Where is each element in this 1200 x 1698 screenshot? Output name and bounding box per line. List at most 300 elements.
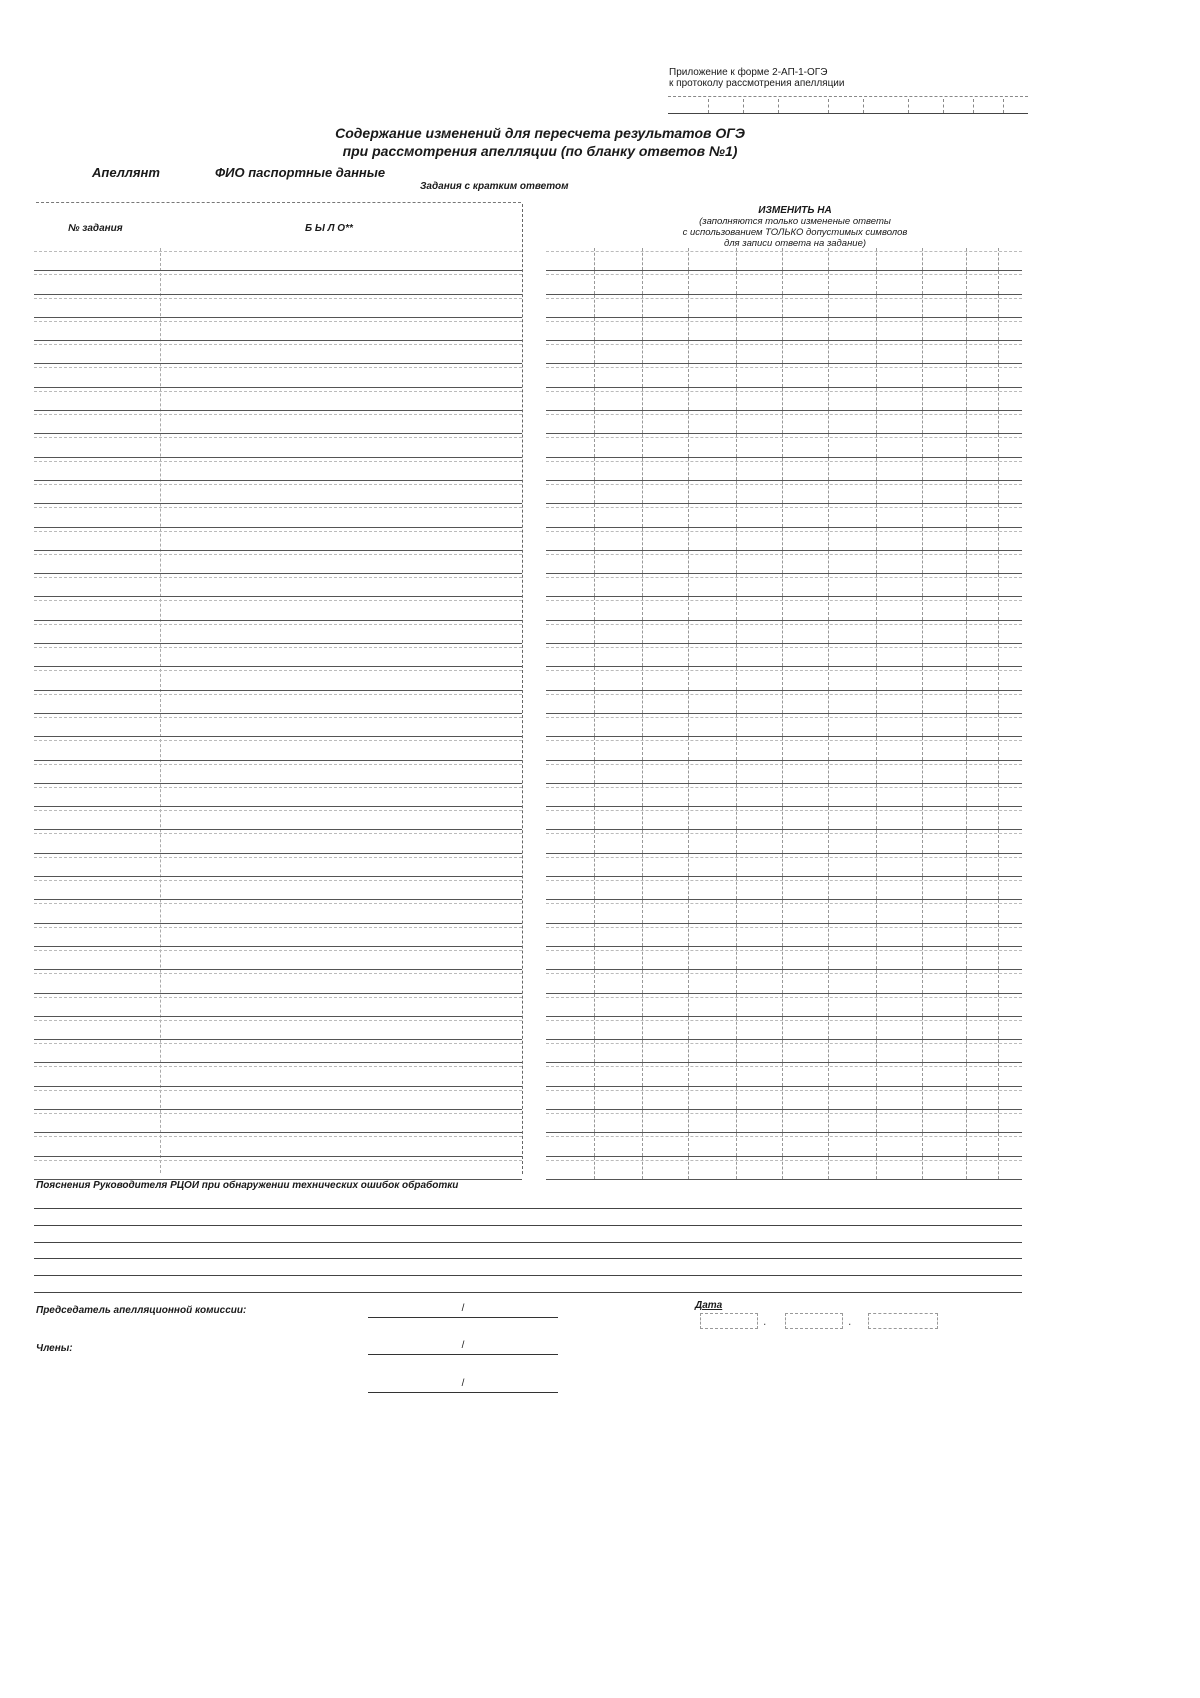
change-to-answer-row[interactable] [546,1110,1022,1133]
change-to-answer-row[interactable] [546,830,1022,853]
answer-cell-divider [642,1110,643,1132]
was-answer-row [34,1063,522,1086]
change-to-answer-row[interactable] [546,667,1022,690]
answer-cell-divider [828,411,829,433]
answer-cell-divider [594,994,595,1016]
answer-cell-divider [688,1040,689,1062]
answer-cell-divider [736,458,737,480]
answer-cell-divider [828,295,829,317]
answer-cell-divider [876,504,877,526]
explanation-line[interactable] [34,1275,1022,1276]
answer-cell-divider [922,1087,923,1109]
answer-cell-divider [594,341,595,363]
answer-cell-divider [998,318,999,340]
answer-cell-divider [876,364,877,386]
answer-cell-divider [642,621,643,643]
members-label: Члены: [36,1343,73,1354]
answer-cell-divider [828,528,829,550]
answer-cell-divider [876,737,877,759]
date-month-field[interactable] [785,1313,843,1329]
change-to-answer-row[interactable] [546,271,1022,294]
answer-cell-divider [688,411,689,433]
answer-cell-divider [642,830,643,852]
answer-cell-divider [876,877,877,899]
date-year-field[interactable] [868,1313,938,1329]
answer-cell-divider [998,667,999,689]
change-to-answer-row[interactable] [546,877,1022,900]
answer-cell-divider [736,481,737,503]
was-answer-row [34,1157,522,1180]
answer-cell-divider [736,854,737,876]
column-header-change-to [640,205,950,249]
was-answer-row [34,1133,522,1156]
change-to-answer-row[interactable] [546,597,1022,620]
answer-cell-divider [594,318,595,340]
answer-cell-divider [594,621,595,643]
change-to-answer-row[interactable] [546,761,1022,784]
title-line-1: Содержание изменений для пересчета результатов ОГЭ [335,125,745,141]
change-to-answer-row[interactable] [546,458,1022,481]
change-to-answer-row[interactable] [546,318,1022,341]
answer-cell-divider [782,621,783,643]
answer-cell-divider [876,1017,877,1039]
change-to-answer-row[interactable] [546,551,1022,574]
change-to-answer-row[interactable] [546,504,1022,527]
answer-cell-divider [688,388,689,410]
answer-cell-divider [998,295,999,317]
answer-cell-divider [642,364,643,386]
change-to-answer-row[interactable] [546,411,1022,434]
answer-cell-divider [688,994,689,1016]
answer-cell-divider [782,295,783,317]
answer-cell-divider [594,271,595,293]
change-to-answer-row[interactable] [546,644,1022,667]
answer-cell-divider [922,528,923,550]
answer-cell-divider [688,621,689,643]
change-to-answer-row[interactable] [546,900,1022,923]
answer-cell-divider [828,644,829,666]
answer-cell-divider [782,434,783,456]
answer-cell-divider [998,1087,999,1109]
answer-cell-divider [828,1017,829,1039]
change-to-note-1: (заполняются только измененые ответы [699,216,891,227]
answer-cell-divider [828,970,829,992]
answer-cell-divider [922,621,923,643]
answer-cell-divider [922,411,923,433]
answer-cell-divider [966,551,967,573]
answer-cell-divider [642,807,643,829]
answer-cell-divider [736,1040,737,1062]
change-to-answer-row[interactable] [546,481,1022,504]
was-answer-row [34,248,522,271]
answer-cell-divider [642,667,643,689]
answer-cell-divider [594,691,595,713]
answer-cell-divider [876,597,877,619]
answer-cell-divider [736,504,737,526]
answer-cell-divider [782,388,783,410]
answer-cell-divider [688,970,689,992]
answer-cell-divider [922,877,923,899]
answer-cell-divider [782,854,783,876]
answer-cell-divider [966,1087,967,1109]
answer-cell-divider [782,900,783,922]
change-to-answer-row[interactable] [546,248,1022,271]
answer-cell-divider [998,761,999,783]
change-to-answers-grid[interactable] [546,248,1022,1180]
was-answer-row [34,761,522,784]
answer-cell-divider [782,1063,783,1085]
answer-cell-divider [876,947,877,969]
explanation-line[interactable] [34,1258,1022,1259]
answer-cell-divider [966,994,967,1016]
column-header-task-number: № задания [68,223,123,234]
was-answer-row [34,1110,522,1133]
explanation-line[interactable] [34,1292,1022,1293]
change-to-answer-row[interactable] [546,1040,1022,1063]
answer-cell-divider [966,877,967,899]
signature-separator: / [461,1340,465,1351]
answer-cell-divider [998,877,999,899]
answer-cell-divider [642,1087,643,1109]
date-separator-dot: . [848,1314,852,1328]
answer-cell-divider [688,947,689,969]
answer-cell-divider [922,644,923,666]
answer-cell-divider [998,364,999,386]
answer-cell-divider [922,1133,923,1155]
answer-cell-divider [828,854,829,876]
answer-cell-divider [594,900,595,922]
answer-cell-divider [736,714,737,736]
was-answer-row [34,970,522,993]
answer-cell-divider [642,295,643,317]
answer-cell-divider [922,737,923,759]
answer-cell-divider [966,341,967,363]
answer-cell-divider [922,295,923,317]
answer-cell-divider [876,528,877,550]
answer-cell-divider [966,248,967,270]
answer-cell-divider [922,341,923,363]
was-answer-row [34,504,522,527]
answer-cell-divider [828,341,829,363]
answer-cell-divider [688,271,689,293]
answer-cell-divider [998,737,999,759]
answer-cell-divider [966,574,967,596]
answer-cell-divider [876,714,877,736]
answer-cell-divider [998,947,999,969]
answer-cell-divider [782,504,783,526]
change-to-answer-row[interactable] [546,1157,1022,1180]
answer-cell-divider [998,854,999,876]
answer-cell-divider [736,970,737,992]
change-to-answer-row[interactable] [546,807,1022,830]
answer-cell-divider [828,830,829,852]
answer-cell-divider [998,1040,999,1062]
change-to-answer-row[interactable] [546,295,1022,318]
answer-cell-divider [736,621,737,643]
answer-cell-divider [966,481,967,503]
was-answer-row [34,994,522,1017]
answer-cell-divider [782,830,783,852]
answer-cell-divider [642,854,643,876]
was-answer-row [34,621,522,644]
change-to-answer-row[interactable] [546,691,1022,714]
answer-cell-divider [998,574,999,596]
explanation-line[interactable] [34,1225,1022,1226]
answer-cell-divider [782,341,783,363]
answer-cell-divider [736,388,737,410]
answer-cell-divider [736,341,737,363]
answer-cell-divider [782,458,783,480]
change-to-answer-row[interactable] [546,621,1022,644]
answer-cell-divider [966,1040,967,1062]
change-to-answer-row[interactable] [546,528,1022,551]
answer-cell-divider [642,761,643,783]
answer-cell-divider [876,1063,877,1085]
answer-cell-divider [594,830,595,852]
chair-signature-field[interactable] [368,1303,558,1318]
answer-cell-divider [998,784,999,806]
was-answer-row [34,667,522,690]
answer-cell-divider [642,877,643,899]
answer-cell-divider [922,271,923,293]
answer-cell-divider [688,318,689,340]
member-signature-field[interactable] [368,1340,558,1355]
answer-cell-divider [966,1063,967,1085]
was-answer-row [34,830,522,853]
answer-cell-divider [828,924,829,946]
answer-cell-divider [922,1017,923,1039]
appellant-label: Апеллянт [92,165,160,180]
column-divider [522,204,523,1174]
signature-separator: / [461,1378,465,1389]
answer-cell-divider [782,691,783,713]
change-to-answer-row[interactable] [546,854,1022,877]
date-day-field[interactable] [700,1313,758,1329]
change-to-answer-row[interactable] [546,1063,1022,1086]
answer-cell-divider [922,807,923,829]
change-to-answer-row[interactable] [546,970,1022,993]
change-to-answer-row[interactable] [546,574,1022,597]
answer-cell-divider [688,1157,689,1179]
answer-cell-divider [594,1157,595,1179]
was-answers-grid [34,248,522,1180]
answer-cell-divider [998,341,999,363]
change-to-answer-row[interactable] [546,341,1022,364]
answer-cell-divider [688,691,689,713]
answer-cell-divider [782,947,783,969]
answer-cell-divider [782,1087,783,1109]
answer-cell-divider [736,551,737,573]
answer-cell-divider [688,574,689,596]
answer-cell-divider [828,388,829,410]
answer-cell-divider [876,434,877,456]
answer-cell-divider [998,1017,999,1039]
answer-cell-divider [642,737,643,759]
change-to-answer-row[interactable] [546,947,1022,970]
was-answer-row [34,295,522,318]
answer-cell-divider [736,761,737,783]
answer-cell-divider [998,504,999,526]
answer-cell-divider [922,970,923,992]
answer-cell-divider [966,504,967,526]
change-to-answer-row[interactable] [546,784,1022,807]
answer-cell-divider [782,994,783,1016]
answer-cell-divider [782,970,783,992]
answer-cell-divider [782,784,783,806]
answer-cell-divider [736,411,737,433]
answer-cell-divider [828,1157,829,1179]
answer-cell-divider [642,597,643,619]
answer-cell-divider [736,248,737,270]
answer-cell-divider [828,1110,829,1132]
answer-cell-divider [828,807,829,829]
answer-cell-divider [922,1157,923,1179]
answer-cell-divider [922,597,923,619]
answer-cell-divider [594,1110,595,1132]
change-to-answer-row[interactable] [546,924,1022,947]
answer-cell-divider [922,994,923,1016]
change-to-answer-row[interactable] [546,364,1022,387]
answer-cell-divider [922,761,923,783]
answer-cell-divider [642,900,643,922]
answer-cell-divider [594,970,595,992]
answer-cell-divider [876,341,877,363]
signature-separator: / [461,1303,465,1314]
change-to-answer-row[interactable] [546,1087,1022,1110]
answer-cell-divider [594,1063,595,1085]
answer-cell-divider [828,1040,829,1062]
answer-cell-divider [642,1040,643,1062]
change-to-answer-row[interactable] [546,1133,1022,1156]
answer-cell-divider [594,295,595,317]
answer-cell-divider [966,714,967,736]
answer-cell-divider [828,248,829,270]
answer-cell-divider [594,1133,595,1155]
member-signature-field[interactable] [368,1378,558,1393]
answer-cell-divider [594,761,595,783]
answer-cell-divider [736,574,737,596]
answer-cell-divider [642,411,643,433]
answer-cell-divider [966,458,967,480]
answer-cell-divider [922,784,923,806]
answer-cell-divider [922,574,923,596]
answer-cell-divider [998,994,999,1016]
answer-cell-divider [642,458,643,480]
answer-cell-divider [876,807,877,829]
answer-cell-divider [642,994,643,1016]
answer-cell-divider [736,994,737,1016]
answer-cell-divider [642,551,643,573]
answer-cell-divider [688,877,689,899]
form-id-boxes[interactable] [668,96,1028,114]
answer-cell-divider [828,714,829,736]
answer-cell-divider [876,854,877,876]
answer-cell-divider [966,1157,967,1179]
answer-cell-divider [966,364,967,386]
was-answer-row [34,271,522,294]
answer-cell-divider [876,551,877,573]
answer-cell-divider [736,644,737,666]
change-to-answer-row[interactable] [546,388,1022,411]
answer-cell-divider [828,877,829,899]
answer-cell-divider [782,667,783,689]
answer-cell-divider [782,597,783,619]
answer-cell-divider [922,458,923,480]
answer-cell-divider [594,714,595,736]
answer-cell-divider [594,924,595,946]
change-to-note-3: для записи ответа на задание) [723,238,867,249]
explanation-line[interactable] [34,1242,1022,1243]
answer-cell-divider [828,761,829,783]
change-to-answer-row[interactable] [546,994,1022,1017]
was-answer-row [34,528,522,551]
answer-cell-divider [922,924,923,946]
short-answer-section-label: Задания с кратким ответом [420,181,569,192]
answer-cell-divider [688,784,689,806]
answer-cell-divider [998,458,999,480]
answer-cell-divider [688,924,689,946]
answer-cell-divider [922,364,923,386]
was-answer-row [34,924,522,947]
answer-cell-divider [828,434,829,456]
was-answer-row [34,458,522,481]
answer-cell-divider [688,830,689,852]
answer-cell-divider [876,318,877,340]
answer-cell-divider [736,1017,737,1039]
answer-cell-divider [998,900,999,922]
answer-cell-divider [594,1017,595,1039]
page-title [300,124,780,160]
answer-cell-divider [688,1110,689,1132]
answer-cell-divider [828,597,829,619]
was-answer-row [34,411,522,434]
answer-cell-divider [594,248,595,270]
answer-cell-divider [688,504,689,526]
answer-cell-divider [594,947,595,969]
date-separator-dot: . [763,1314,767,1328]
answer-cell-divider [876,1110,877,1132]
explanation-label: Пояснения Руководителя РЦОИ при обнаружении технических ошибок обработки [36,1180,459,1191]
answer-cell-divider [966,388,967,410]
answer-cell-divider [966,528,967,550]
was-answer-row [34,481,522,504]
change-to-answer-row[interactable] [546,1017,1022,1040]
change-to-answer-row[interactable] [546,434,1022,457]
was-answer-row [34,318,522,341]
answer-cell-divider [782,574,783,596]
change-to-answer-row[interactable] [546,737,1022,760]
answer-cell-divider [642,248,643,270]
answer-cell-divider [782,551,783,573]
change-to-answer-row[interactable] [546,714,1022,737]
answer-cell-divider [966,830,967,852]
answer-cell-divider [782,1040,783,1062]
answer-cell-divider [876,411,877,433]
answer-cell-divider [736,784,737,806]
explanation-line[interactable] [34,1208,1022,1209]
answer-cell-divider [736,900,737,922]
was-answer-row [34,714,522,737]
answer-cell-divider [966,737,967,759]
answer-cell-divider [922,854,923,876]
answer-cell-divider [688,295,689,317]
answer-cell-divider [688,1063,689,1085]
answer-cell-divider [922,481,923,503]
answer-cell-divider [642,481,643,503]
answer-cell-divider [876,248,877,270]
answer-cell-divider [594,737,595,759]
answer-cell-divider [688,481,689,503]
